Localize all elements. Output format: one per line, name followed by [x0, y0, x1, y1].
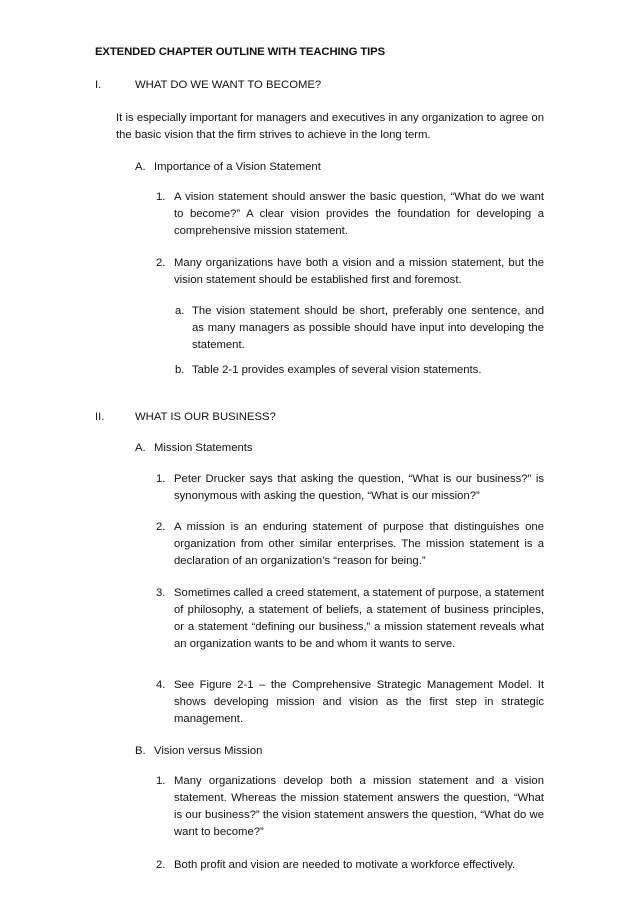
list-item-number: 4.	[156, 679, 166, 691]
list-item-text: Both profit and vision are needed to motivate a workforce effectively.	[174, 859, 516, 871]
list-item-text: A vision statement should answer the basic question, “What do we want to become?” A clear vision provides the foundation for developing a comprehensive mission statement.	[174, 191, 544, 237]
sub-list-item-letter: a.	[175, 305, 185, 317]
subsection-letter: B.	[135, 745, 146, 757]
list-item-number: 3.	[156, 587, 166, 599]
subsection-title: Vision versus Mission	[154, 745, 263, 757]
section-title: WHAT IS OUR BUSINESS?	[135, 411, 276, 423]
list-item-number: 1.	[156, 191, 166, 203]
sub-list-item-text: The vision statement should be short, preferably one sentence, and as many managers as possible should have input into developing the statement.	[192, 305, 544, 351]
list-item-text: Sometimes called a creed statement, a statement of purpose, a statement of philosophy, a statement of beliefs, a statement of business principles, or a statement “defining our business,” a mission statement reveals what an organization wants to be and whom it wants to serve.	[174, 587, 544, 650]
section-title: WHAT DO WE WANT TO BECOME?	[135, 79, 322, 91]
document-title: EXTENDED CHAPTER OUTLINE WITH TEACHING TIPS	[95, 46, 386, 58]
section-numeral: I.	[95, 79, 102, 91]
list-item-number: 2.	[156, 257, 166, 269]
list-item-text: Peter Drucker says that asking the question, “What is our business?” is synonymous with asking the question, “What is our mission?”	[174, 473, 544, 502]
subsection-title: Mission Statements	[154, 442, 253, 454]
list-item-number: 2.	[156, 859, 166, 871]
subsection-title: Importance of a Vision Statement	[154, 161, 321, 173]
subsection-letter: A.	[135, 161, 146, 173]
section-intro-paragraph: It is especially important for managers and executives in any organization to agree on the basic vision that the firm strives to achieve in the long term.	[116, 112, 544, 141]
list-item-number: 1.	[156, 775, 166, 787]
list-item-text: Many organizations have both a vision and a mission statement, but the vision statement should be established first and foremost.	[174, 257, 544, 286]
list-item-number: 2.	[156, 521, 166, 533]
list-item-text: See Figure 2-1 – the Comprehensive Strategic Management Model. It shows developing mission and vision as the first step in strategic management.	[174, 679, 544, 725]
list-item-text: Many organizations develop both a mission statement and a vision statement. Whereas the mission statement answers the question, “What is our business?” the vision statement answers the question, “What do we want to become?”	[174, 775, 544, 838]
sub-list-item-text: Table 2-1 provides examples of several vision statements.	[192, 364, 482, 376]
list-item-number: 1.	[156, 473, 166, 485]
section-numeral: II.	[95, 411, 105, 423]
list-item-text: A mission is an enduring statement of purpose that distinguishes one organization from other similar enterprises. The mission statement is a declaration of an organization’s “reason for being.”	[174, 521, 544, 567]
sub-list-item-letter: b.	[175, 364, 185, 376]
subsection-letter: A.	[135, 442, 146, 454]
